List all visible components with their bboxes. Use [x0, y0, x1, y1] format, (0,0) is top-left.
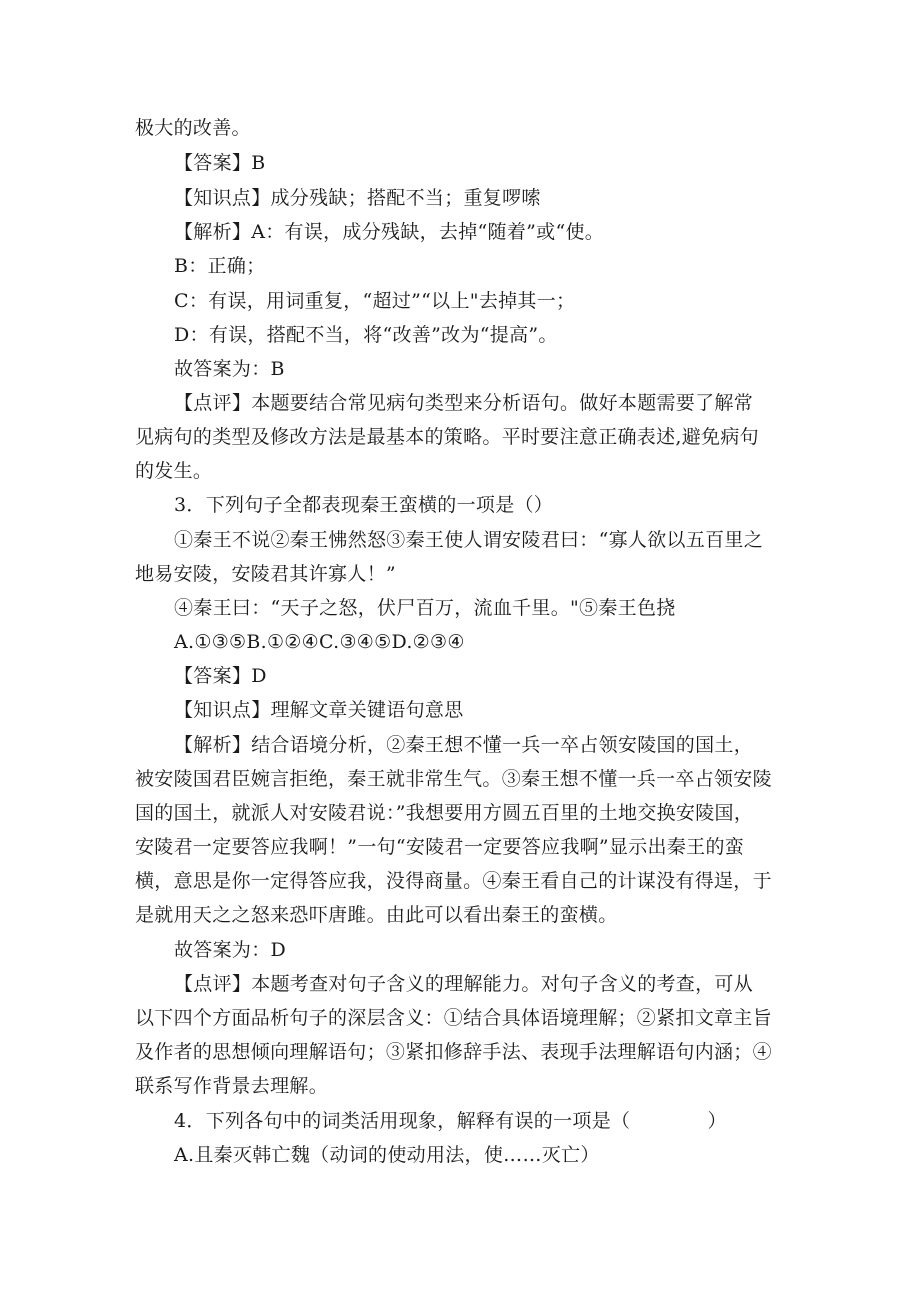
- knowledge-point: 【知识点】理解文章关键语句意思: [174, 699, 464, 721]
- analysis-option-d: D：有误，搭配不当，将“改善”改为“提高”。: [174, 324, 558, 346]
- analysis-option-c: C：有误，用词重复，“超过”“以上"去掉其一；: [174, 290, 576, 312]
- answer-label: 【答案】D: [174, 665, 267, 687]
- final-answer: 故答案为：B: [174, 358, 285, 380]
- analysis-text: 是就用天之之怒来恐吓唐雎。由此可以看出秦王的蛮横。: [135, 904, 618, 926]
- question-text: ④秦王曰：“天子之怒，伏尸百万，流血千里。"⑤秦王色挠: [174, 597, 676, 619]
- analysis-text: 【解析】A：有误，成分残缺，去掉“随着”或“使。: [174, 221, 605, 243]
- knowledge-point: 【知识点】成分残缺；搭配不当；重复啰嗦: [174, 187, 541, 209]
- question-3: 3．下列句子全都表现秦王蛮横的一项是（）: [174, 494, 554, 516]
- question-option-a: A.且秦灭韩亡魏（动词的使动用法，使……灭亡）: [174, 1144, 600, 1166]
- question-text: 地易安陵，安陵君其许寡人！”: [135, 563, 396, 585]
- comment-text: 见病句的类型及修改方法是最基本的策略。平时要注意正确表述,避免病句: [135, 426, 759, 448]
- comment-text: 【点评】本题要结合常见病句类型来分析语句。做好本题需要了解常: [174, 392, 754, 414]
- comment-text: 联系写作背景去理解。: [135, 1075, 329, 1097]
- comment-text: 【点评】本题考查对句子含义的理解能力。对句子含义的考查，可从: [174, 973, 754, 995]
- comment-text: 以下四个方面品析句子的深层含义：①结合具体语境理解；②紧扣文章主旨: [135, 1007, 772, 1029]
- question-options: A.①③⑤B.①②④C.③④⑤D.②③④: [174, 631, 465, 653]
- comment-text: 及作者的思想倾向理解语句；③紧扣修辞手法、表现手法理解语句内涵；④: [135, 1041, 772, 1063]
- answer-label: 【答案】B: [174, 152, 266, 174]
- analysis-option-b: B：正确；: [174, 255, 266, 277]
- analysis-text: 【解析】结合语境分析，②秦王想不懂一兵一卒占领安陵国的国土，: [174, 734, 754, 756]
- question-4: 4．下列各句中的词类活用现象，解释有误的一项是（ ）: [174, 1110, 727, 1132]
- text-line: 极大的改善。: [135, 117, 251, 139]
- comment-text: 的发生。: [135, 460, 213, 482]
- analysis-text: 横，意思是你一定得答应我，没得商量。④秦王看自己的计谋没有得逞，于: [135, 870, 772, 892]
- final-answer: 故答案为：D: [174, 939, 287, 961]
- analysis-text: 被安陵国君臣婉言拒绝，秦王就非常生气。③秦王想不懂一兵一卒占领安陵: [135, 768, 772, 790]
- analysis-text: 安陵君一定要答应我啊！”一句“安陵君一定要答应我啊”显示出秦王的蛮: [135, 836, 745, 858]
- analysis-text: 国的国土，就派人对安陵君说：”我想要用方圆五百里的土地交换安陵国，: [135, 802, 754, 824]
- question-text: ①秦王不说②秦王怫然怒③秦王使人谓安陵君曰：“寡人欲以五百里之: [174, 529, 764, 551]
